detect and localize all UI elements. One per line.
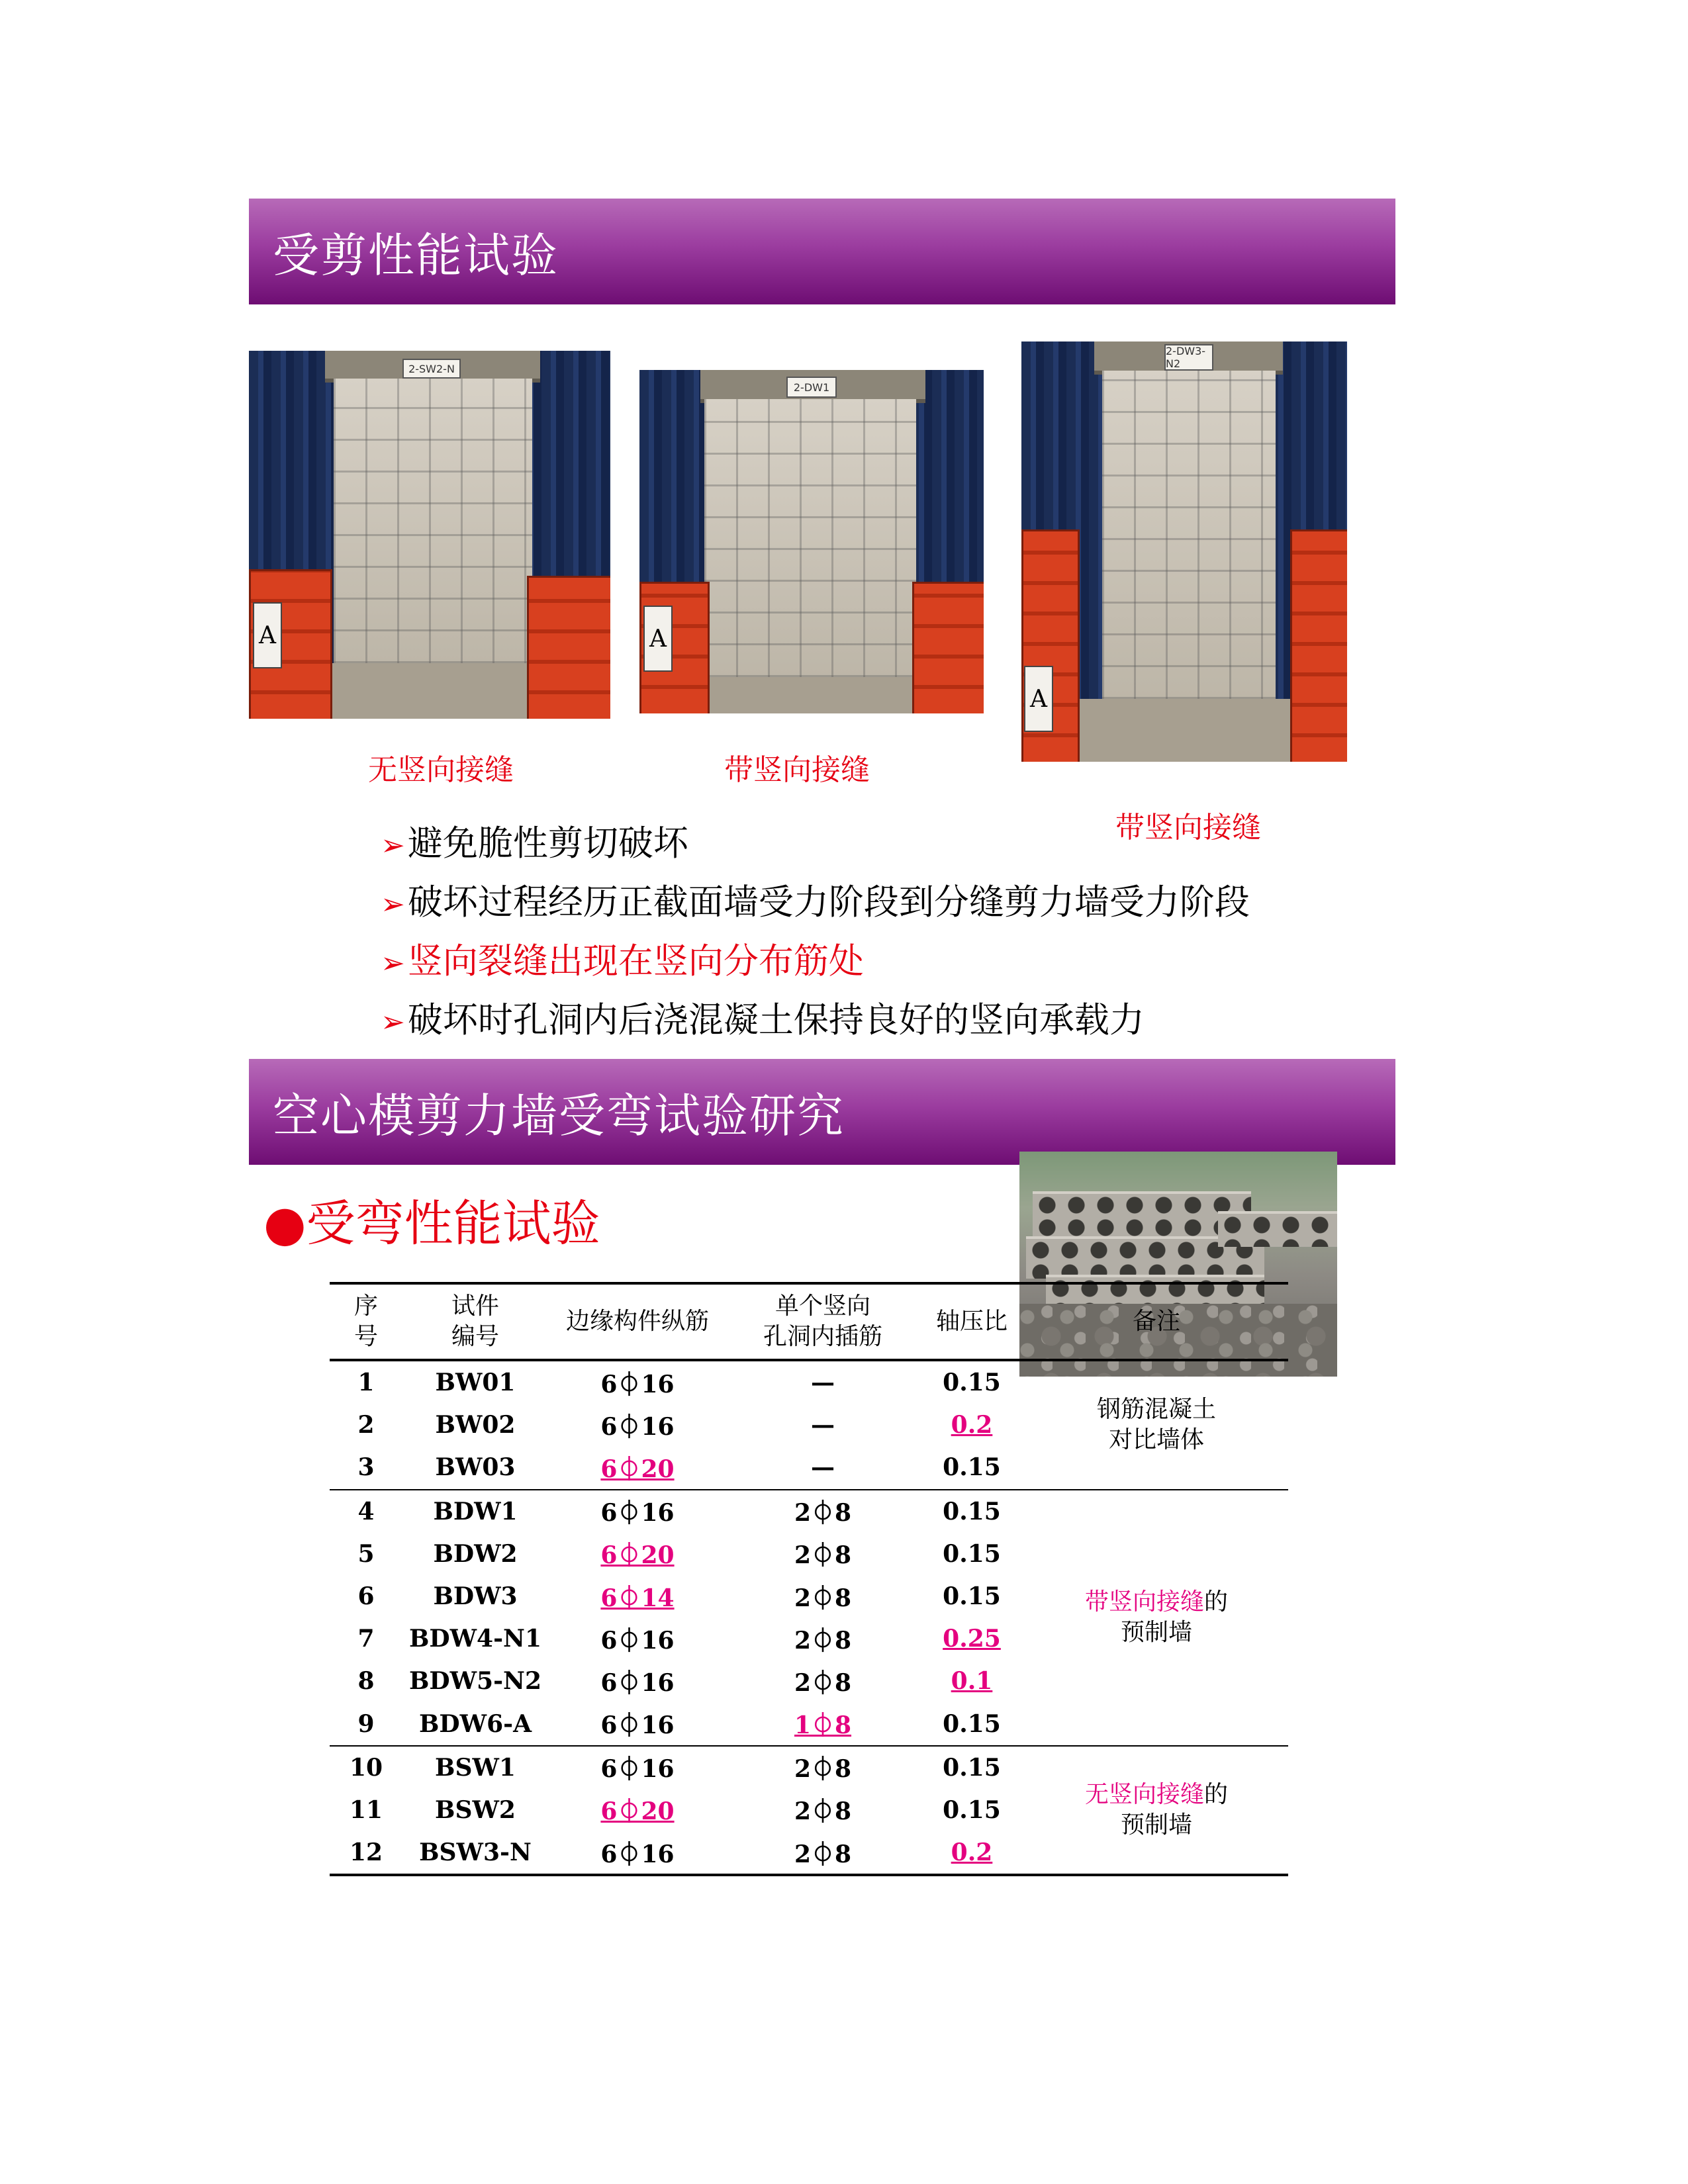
cell-insert-rebar: 2⏀8 [727, 1831, 919, 1875]
cell-no: 1 [357, 1369, 375, 1397]
marker-tag: A [643, 606, 673, 672]
section-banner-shear-test [249, 199, 1395, 304]
cell-edge-rebar: 6⏀16 [600, 1370, 675, 1398]
reaction-rig-right [912, 582, 984, 713]
cell-insert-rebar: 2⏀8 [794, 1626, 852, 1655]
cell-no: 3 [330, 1446, 402, 1489]
cell-specimen-id: BDW5-N2 [408, 1667, 542, 1696]
cell-no: 2 [357, 1411, 375, 1439]
section-title: 空心模剪力墙受弯试验研究 [273, 1088, 845, 1143]
cell-no: 7 [357, 1625, 375, 1653]
cell-insert-rebar: 2⏀8 [794, 1755, 852, 1784]
specimen-photo-2 [639, 370, 984, 713]
cell-axial-ratio: 0.15 [943, 1497, 1001, 1525]
foundation-beam [1048, 699, 1321, 762]
finding-item: ➢破坏过程经历正截面墙受力阶段到分缝剪力墙受力阶段 [381, 874, 1374, 933]
marker-tag: A [253, 602, 282, 668]
cell-specimen-id: BDW4-N1 [408, 1625, 542, 1653]
cell-edge-rebar: 6⏀16 [548, 1831, 727, 1875]
arrow-bullet-icon: ➢ [381, 946, 405, 980]
cell-axial-ratio: 0.2 [951, 1411, 993, 1439]
cell-edge-rebar: 6⏀16 [600, 1499, 675, 1527]
cell-edge-rebar: 6⏀16 [600, 1755, 675, 1784]
cell-edge-rebar: 6⏀16 [600, 1668, 675, 1697]
cell-specimen-id: BSW1 [435, 1753, 516, 1782]
findings-list [381, 815, 1374, 1051]
photo-caption-3: 带竖向接缝 [1115, 811, 1261, 844]
wall-specimen [334, 379, 532, 663]
cell-specimen-id: BSW3-N [402, 1831, 548, 1875]
cell-axial-ratio: 0.2 [919, 1831, 1025, 1875]
cell-specimen-id: BSW2 [435, 1796, 516, 1824]
cell-no: 8 [357, 1667, 375, 1696]
wall-specimen [704, 399, 916, 677]
cell-axial-ratio: 0.15 [943, 1369, 1001, 1397]
cell-insert-rebar: — [727, 1446, 919, 1489]
cell-insert-rebar: — [811, 1369, 835, 1397]
photo-caption-2: 带竖向接缝 [724, 753, 870, 787]
cell-no: 9 [330, 1703, 402, 1746]
cell-axial-ratio: 0.15 [943, 1796, 1001, 1824]
arrow-bullet-icon: ➢ [381, 887, 405, 921]
cell-remarks: 带竖向接缝的 预制墙 [1025, 1490, 1288, 1746]
table-header-row [330, 1283, 1288, 1360]
finding-item: ➢破坏时孔洞内后浇混凝土保持良好的竖向承载力 [381, 992, 1374, 1051]
header-axial-ratio: 轴压比 [919, 1283, 1025, 1360]
specimen-label: 2-DW1 [786, 377, 837, 398]
arrow-bullet-icon: ➢ [381, 1005, 405, 1039]
cell-specimen-id: BDW6-A [402, 1703, 548, 1746]
cell-remarks: 无竖向接缝的 预制墙 [1025, 1746, 1288, 1876]
table-row [330, 1360, 1288, 1404]
table-row [330, 1490, 1288, 1533]
cell-specimen-id: BW03 [402, 1446, 548, 1489]
cell-specimen-id: BDW2 [433, 1539, 518, 1568]
cell-edge-rebar: 6⏀16 [600, 1412, 675, 1441]
specimen-label: 2-DW3-N2 [1164, 344, 1213, 371]
cell-edge-rebar: 6⏀20 [600, 1797, 675, 1826]
cell-insert-rebar: 2⏀8 [794, 1797, 852, 1826]
cell-no: 12 [330, 1831, 402, 1875]
cell-insert-rebar: — [811, 1411, 835, 1439]
cell-no: 6 [357, 1582, 375, 1611]
cell-axial-ratio: 0.25 [943, 1625, 1001, 1653]
cell-specimen-id: BW01 [435, 1369, 516, 1397]
header-insert-rebar: 单个竖向 孔洞内插筋 [727, 1283, 919, 1360]
header-edge-rebar: 边缘构件纵筋 [548, 1283, 727, 1360]
foundation-beam [673, 677, 951, 713]
cell-edge-rebar: 6⏀16 [548, 1703, 727, 1746]
section-banner-bending-test [249, 1059, 1395, 1165]
cell-no: 10 [349, 1753, 383, 1782]
finding-item-highlighted: ➢竖向裂缝出现在竖向分布筋处 [381, 933, 1374, 992]
photo-caption-1: 无竖向接缝 [368, 753, 514, 787]
cell-axial-ratio: 0.15 [943, 1539, 1001, 1568]
header-remarks: 备注 [1025, 1283, 1288, 1360]
reaction-rig-right [1290, 529, 1347, 762]
cell-insert-rebar: 2⏀8 [794, 1541, 852, 1570]
cell-edge-rebar: 6⏀20 [600, 1541, 675, 1570]
cell-edge-rebar: 6⏀20 [548, 1446, 727, 1489]
cell-insert-rebar: 2⏀8 [794, 1499, 852, 1527]
cell-axial-ratio: 0.15 [943, 1753, 1001, 1782]
specimen-label: 2-SW2-N [402, 359, 461, 379]
subsection-heading: ●受弯性能试验 [263, 1195, 600, 1252]
specimen-table [330, 1282, 1288, 1876]
cell-edge-rebar: 6⏀14 [600, 1584, 675, 1612]
cell-insert-rebar: 2⏀8 [794, 1668, 852, 1697]
specimen-photo-1 [249, 351, 610, 719]
cell-insert-rebar: 2⏀8 [794, 1584, 852, 1612]
header-no: 序 号 [330, 1283, 402, 1360]
cell-axial-ratio: 0.15 [943, 1582, 1001, 1611]
arrow-bullet-icon: ➢ [381, 829, 405, 862]
cell-no: 4 [357, 1497, 375, 1525]
cell-specimen-id: BDW1 [433, 1497, 518, 1525]
table-row [330, 1746, 1288, 1789]
cell-remarks: 钢筋混凝土 对比墙体 [1025, 1360, 1288, 1490]
cell-insert-rebar: 1⏀8 [727, 1703, 919, 1746]
finding-item: ➢避免脆性剪切破坏 [381, 815, 1374, 874]
cell-axial-ratio: 0.15 [919, 1446, 1025, 1489]
cell-axial-ratio: 0.15 [919, 1703, 1025, 1746]
section-title: 受剪性能试验 [273, 228, 559, 283]
cell-axial-ratio: 0.1 [951, 1667, 993, 1696]
reaction-rig-right [527, 576, 610, 719]
cell-no: 5 [357, 1539, 375, 1568]
specimen-photo-3 [1021, 341, 1347, 762]
header-specimen-id: 试件 编号 [402, 1283, 548, 1360]
cell-specimen-id: BDW3 [433, 1582, 518, 1611]
cell-specimen-id: BW02 [435, 1411, 516, 1439]
hollow-core-slab [1218, 1211, 1337, 1247]
dot-bullet-icon: ● [263, 1195, 306, 1252]
marker-tag: A [1024, 666, 1053, 732]
cell-no: 11 [349, 1796, 383, 1824]
cell-edge-rebar: 6⏀16 [600, 1626, 675, 1655]
wall-specimen [1102, 371, 1276, 699]
